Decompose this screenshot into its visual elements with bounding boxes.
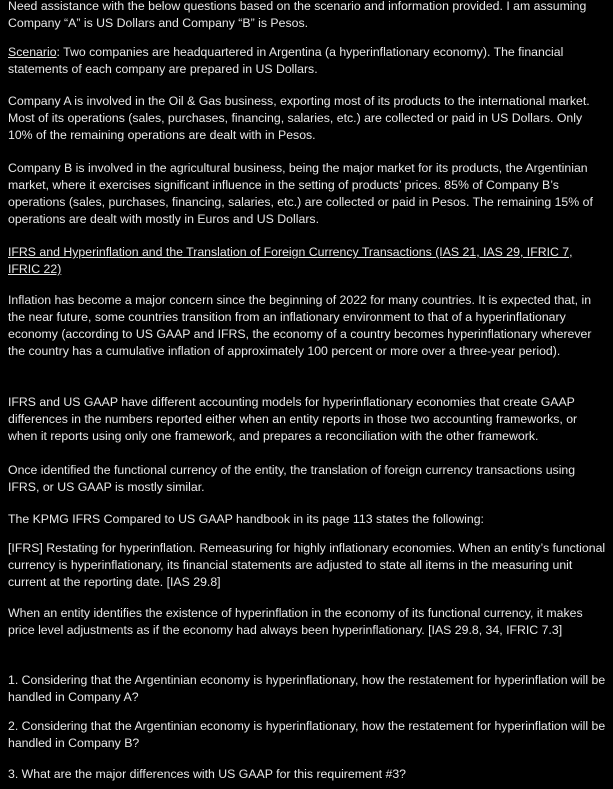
question-2: 2. Considering that the Argentinian economy is hyperinflationary, how the restatement for hyperinflation will be handled in Company B? xyxy=(8,719,606,750)
scenario-paragraph xyxy=(8,44,608,78)
entity-paragraph: When an entity identifies the existence of hyperinflation in the economy of its functional currency, it makes price level adjustments as if the economy had always been hyperinflationary. [IAS 29.8, 34, IFRIC 7.3] xyxy=(8,606,583,637)
ifrs-heading: IFRS and Hyperinflation and the Translation of Foreign Currency Transactions (IAS 21, IAS 29, IFRIC 7, IFRIC 22) xyxy=(8,245,573,276)
question-3: 3. What are the major differences with US GAAP for this requirement #3? xyxy=(8,767,407,781)
question-1: 1. Considering that the Argentinian economy is hyperinflationary, how the restatement for hyperinflation will be handled in Company A? xyxy=(8,673,606,704)
scenario-label: Scenario xyxy=(8,45,57,59)
inflation-paragraph: Inflation has become a major concern since the beginning of 2022 for many countries. It is expected that, in the near future, some countries transition from an inflationary environment to that of a hyperinflationary economy (according to US GAAP and IFRS, the economy of a country becomes hyperinflationary wherever the country has a cumulative inflation of approximately 100 percent or more over a three-year period). xyxy=(8,293,592,358)
gaap-paragraph: IFRS and US GAAP have different accounting models for hyperinflationary economies that create GAAP differences in the numbers reported either when an entity reports in those two accounting frameworks, or when it reports using only one framework, and prepares a reconciliation with the other framework. xyxy=(8,395,578,443)
restating-paragraph: [IFRS] Restating for hyperinflation. Remeasuring for highly inflationary economies. When an entity’s functional currency is hyperinflationary, its financial statements are adjusted to state all items in the measuring unit current at the reporting date. [IAS 29.8] xyxy=(8,541,606,589)
intro-paragraph: Need assistance with the below questions based on the scenario and information provided. I am assuming Company “A” is US Dollars and Company “B” is Pesos. xyxy=(8,0,587,30)
kpmg-paragraph: The KPMG IFRS Compared to US GAAP handbook in its page 113 states the following: xyxy=(8,512,484,526)
company-a-paragraph: Company A is involved in the Oil & Gas business, exporting most of its products to the international market. Most of its operations (sales, purchases, financing, salaries, etc.) are collected or paid in US Dollars. Only 10% of the remaining operations are dealt with in Pesos. xyxy=(8,94,590,142)
scenario-text: : Two companies are headquartered in Argentina (a hyperinflationary economy). The financial statements of each company are prepared in US Dollars. xyxy=(8,45,564,76)
functional-currency-paragraph: Once identified the functional currency of the entity, the translation of foreign currency transactions using IFRS, or US GAAP is mostly similar. xyxy=(8,463,576,494)
company-b-paragraph: Company B is involved in the agricultural business, being the major market for its products, the Argentinian market, where it exercises significant influence in the setting of products’ prices. 85% of Company B’s operations (sales, purchases, financing, salaries, etc.) are collected or paid in Pesos. The remaining 15% of operations are dealt with mostly in Euros and US Dollars. xyxy=(8,161,593,226)
